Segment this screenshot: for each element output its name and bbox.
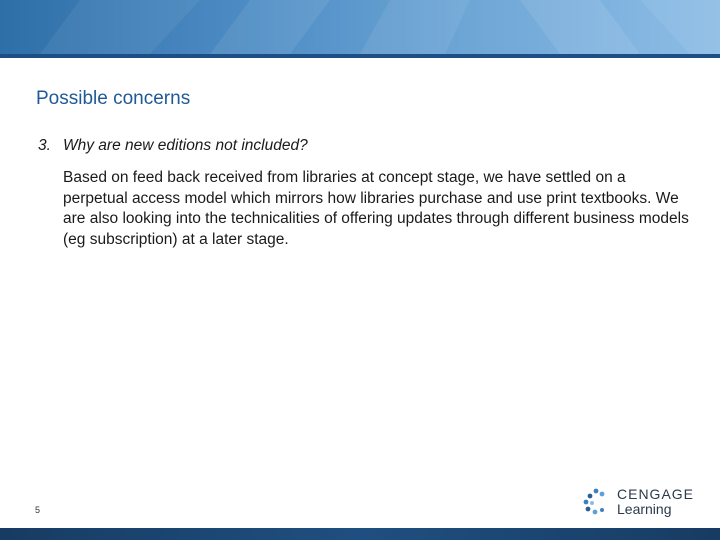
top-banner [0, 0, 720, 54]
bottom-bar [0, 528, 720, 540]
logo-text-learning: Learning [617, 501, 672, 517]
question-number: 3. [38, 137, 51, 154]
question-text: Why are new editions not included? [63, 137, 308, 154]
slide-title: Possible concerns [36, 88, 191, 109]
banner-rule [0, 54, 720, 58]
cengage-logo [582, 486, 695, 518]
banner-decoration [0, 0, 720, 54]
page-number: 5 [35, 505, 41, 515]
logo-text-cengage: CENGAGE [617, 486, 695, 502]
answer-text: Based on feed back received from libraries at concept stage, we have settled on a perpetual access model which mirrors how libraries purchase and use print textbooks. We are also looking into the technicalities of offering updates through different business models (eg subscription) at a later stage. [63, 169, 689, 248]
cengage-dots-icon [582, 488, 612, 516]
question [38, 137, 678, 155]
